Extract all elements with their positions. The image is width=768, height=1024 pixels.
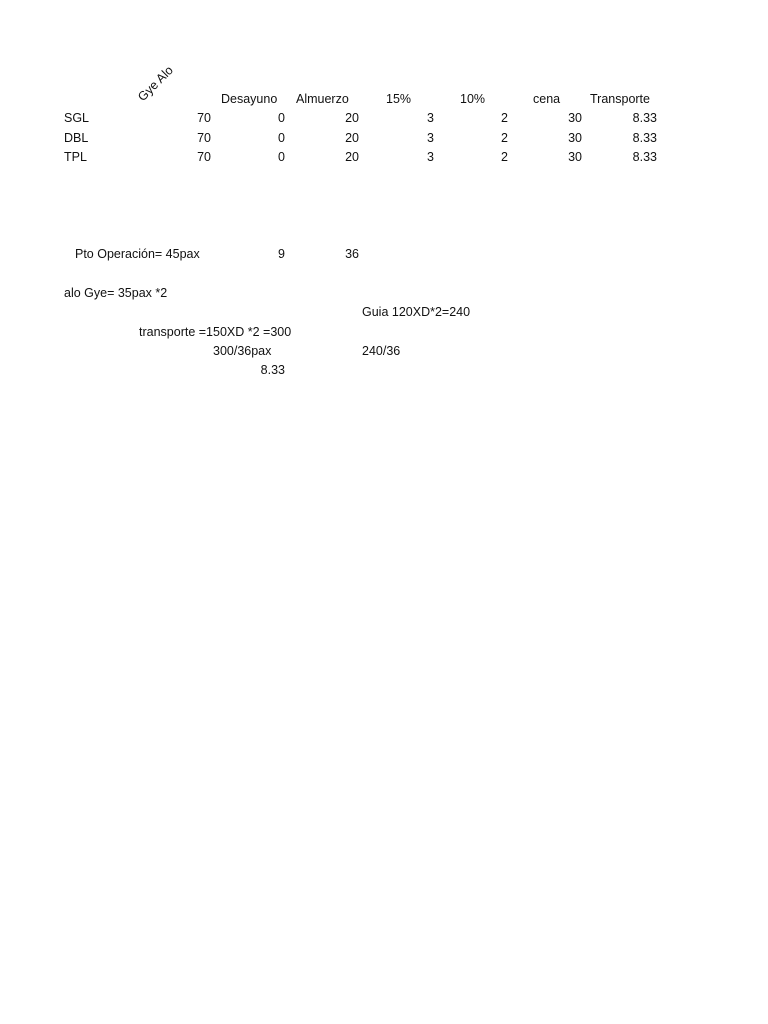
cell-sgl-almuerzo: 20 [345,111,359,125]
cell-dbl-alojamiento: 70 [197,131,211,145]
header-almuerzo: Almuerzo [296,92,349,106]
cell-sgl-15pct: 3 [427,111,434,125]
cell-tpl-alojamiento: 70 [197,150,211,164]
note-pto-value-9: 9 [278,247,285,261]
cell-sgl-transporte: 8.33 [632,111,657,125]
note-transporte-calc: transporte =150XD *2 =300 [139,325,292,339]
header-desayuno: Desayuno [221,92,278,106]
note-pto-operacion: Pto Operación= 45pax [75,247,200,261]
row-label-tpl: TPL [64,150,87,164]
note-per-pax: 300/36pax [213,344,272,358]
cell-dbl-transporte: 8.33 [632,131,657,145]
cell-sgl-cena: 30 [568,111,582,125]
row-label-dbl: DBL [64,131,89,145]
row-label-sgl: SGL [64,111,90,125]
cell-tpl-cena: 30 [568,150,582,164]
cell-sgl-alojamiento: 70 [197,111,211,125]
rotated-column-header: Gye Alo [135,63,176,104]
cell-tpl-desayuno: 0 [278,150,285,164]
cell-tpl-15pct: 3 [427,150,434,164]
note-guia: Guia 120XD*2=240 [362,305,471,319]
note-result: 8.33 [260,363,285,377]
cell-tpl-almuerzo: 20 [345,150,359,164]
header-10pct: 10% [460,92,486,106]
header-cena: cena [533,92,561,106]
cell-sgl-10pct: 2 [501,111,508,125]
cell-tpl-transporte: 8.33 [632,150,657,164]
cell-dbl-desayuno: 0 [278,131,285,145]
cell-dbl-cena: 30 [568,131,582,145]
cell-dbl-10pct: 2 [501,131,508,145]
header-transporte: Transporte [590,92,650,106]
note-alo-gye: alo Gye= 35pax *2 [64,286,168,300]
cell-tpl-10pct: 2 [501,150,508,164]
cell-dbl-15pct: 3 [427,131,434,145]
note-guia-division: 240/36 [362,344,401,358]
header-15pct: 15% [386,92,412,106]
cell-dbl-almuerzo: 20 [345,131,359,145]
note-pto-value-36: 36 [345,247,359,261]
cell-sgl-desayuno: 0 [278,111,285,125]
